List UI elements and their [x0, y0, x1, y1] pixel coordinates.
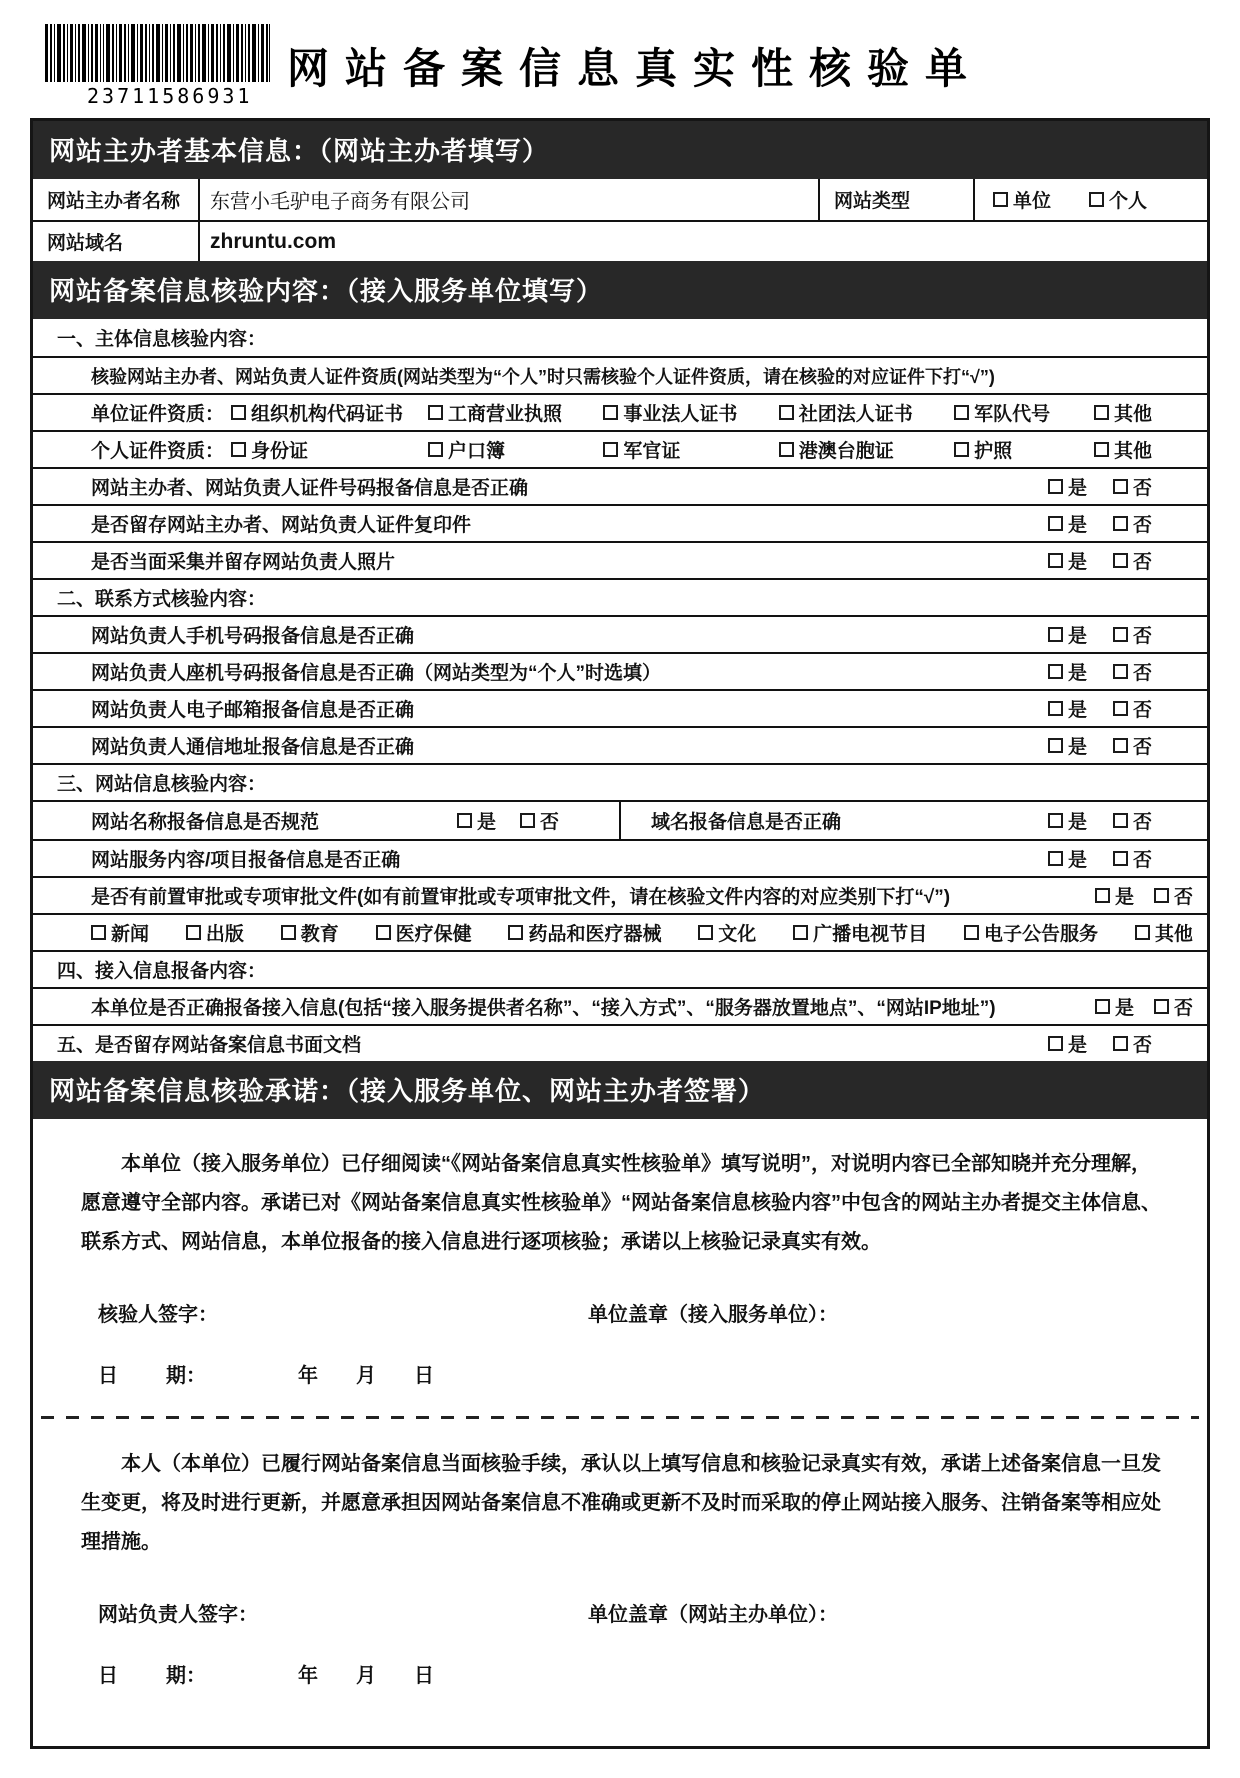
approval-categories-row: [33, 913, 1207, 950]
personal-cert-option[interactable]: [1094, 436, 1152, 463]
owner-stamp-label: 单位盖章（网站主办单位）：: [588, 1604, 838, 1626]
unit-cert-option[interactable]: [428, 399, 603, 426]
yes-label: 是: [1067, 737, 1087, 758]
yes-label: 是: [1114, 998, 1134, 1019]
checkbox-icon[interactable]: [457, 813, 472, 828]
question-text: 网站主办者、网站负责人证件号码报备信息是否正确: [91, 478, 529, 499]
owner-name-label: 网站主办者名称: [47, 191, 181, 212]
barcode-number: 23711586931: [87, 84, 253, 108]
no-label: 否: [539, 812, 559, 833]
no-option[interactable]: [1113, 695, 1152, 722]
option-label: 户口簿: [448, 441, 506, 462]
unit-cert-option[interactable]: [779, 399, 954, 426]
approval-category-option[interactable]: [186, 919, 244, 946]
approval-category-option[interactable]: [281, 919, 339, 946]
section-header-commitment: 网站备案信息核验承诺：（接入服务单位、网站主办者签署）: [33, 1061, 1207, 1119]
checkbox-icon[interactable]: [1048, 553, 1063, 568]
checkbox-icon[interactable]: [281, 925, 296, 940]
checkbox-icon[interactable]: [1095, 999, 1110, 1014]
checkbox-icon[interactable]: [954, 405, 969, 420]
yes-no-group: [1048, 547, 1152, 574]
form-sheet: [30, 118, 1210, 1749]
no-label: 否: [1132, 1035, 1152, 1056]
checkbox-icon[interactable]: [779, 442, 794, 457]
option-label: 新闻: [111, 924, 150, 945]
yes-no-group: [1048, 807, 1152, 834]
type-option-unit-label: 单位: [1013, 191, 1052, 212]
yes-option[interactable]: [1048, 1030, 1087, 1057]
yes-label: 是: [1067, 478, 1087, 499]
checkbox-icon[interactable]: [1094, 442, 1109, 457]
checkbox-icon[interactable]: [1113, 664, 1128, 679]
yes-label: 是: [476, 812, 496, 833]
option-label: 出版: [205, 924, 244, 945]
personal-cert-row: [33, 430, 1207, 467]
checkbox-icon[interactable]: [1113, 627, 1128, 642]
no-label: 否: [1173, 998, 1193, 1019]
checkbox-icon[interactable]: [428, 442, 443, 457]
yes-label: 是: [1067, 552, 1087, 573]
option-label: 其他: [1114, 404, 1153, 425]
isp-signature-row: [98, 1298, 1207, 1327]
no-label: 否: [1132, 552, 1152, 573]
part5-title: 五、是否留存网站备案信息书面文档: [57, 1035, 362, 1056]
personal-cert-option[interactable]: [603, 436, 778, 463]
checkbox-icon[interactable]: [231, 442, 246, 457]
option-label: 广播电视节目: [813, 924, 928, 945]
yes-option[interactable]: [1048, 695, 1087, 722]
option-label: 其他: [1114, 441, 1153, 462]
option-label: 事业法人证书: [623, 404, 738, 425]
no-label: 否: [1132, 515, 1152, 536]
checkbox-icon[interactable]: [1113, 1036, 1128, 1051]
landline-row: [33, 652, 1207, 689]
no-option[interactable]: [1113, 732, 1152, 759]
checkbox-icon[interactable]: [698, 925, 713, 940]
question-text: 网站负责人座机号码报备信息是否正确（网站类型为“个人”时选填）: [91, 663, 662, 684]
no-option[interactable]: [520, 807, 559, 834]
checkbox-icon[interactable]: [1089, 192, 1104, 207]
checkbox-icon[interactable]: [1048, 1036, 1063, 1051]
commitment-paragraph-isp: 本单位（接入服务单位）已仔细阅读“《网站备案信息真实性核验单》填写说明”，对说明内容已全部知晓并充分理解，愿意遵守全部内容。承诺已对《网站备案信息真实性核验单》“网站备案信息核验内容”中包含的网站主办者提交主体信息、联系方式、网站信息，本单位报备的接入信息进行逐项核验；承诺以上核验记录真实有效。: [81, 1153, 1161, 1253]
yes-no-group: [1048, 1030, 1152, 1057]
question-text: 网站负责人电子邮箱报备信息是否正确: [91, 700, 415, 721]
verify-table: [33, 319, 1207, 1061]
owner-date-row: [98, 1659, 1207, 1688]
checkbox-icon[interactable]: [231, 405, 246, 420]
yes-option[interactable]: [1048, 732, 1087, 759]
day-label: 日: [414, 1665, 434, 1687]
email-row: [33, 689, 1207, 726]
checkbox-icon[interactable]: [428, 405, 443, 420]
section-header-owner-info: 网站主办者基本信息：（网站主办者填写）: [33, 121, 1207, 179]
question-text: 是否有前置审批或专项审批文件(如有前置审批或专项审批文件，请在核验文件内容的对应类别下打“√”): [91, 887, 951, 908]
isp-date-row: [98, 1359, 1207, 1388]
checkbox-icon[interactable]: [1113, 701, 1128, 716]
site-name-cell: [33, 802, 621, 839]
option-label: 药品和医疗器械: [528, 924, 662, 945]
yes-label: 是: [1067, 1035, 1087, 1056]
cert-number-row: [33, 467, 1207, 504]
yes-no-group: [457, 807, 559, 834]
approval-category-option[interactable]: [793, 919, 927, 946]
option-label: 教育: [300, 924, 339, 945]
unit-cert-option[interactable]: [954, 399, 1094, 426]
option-label: 身份证: [251, 441, 309, 462]
personal-cert-option[interactable]: [779, 436, 954, 463]
yes-no-group: [1048, 658, 1152, 685]
no-label: 否: [1132, 663, 1152, 684]
question-text: 本单位是否正确报备接入信息(包括“接入服务提供者名称”、“接入方式”、“服务器放置地点”、“网站IP地址”): [91, 998, 996, 1019]
no-label: 否: [1132, 812, 1152, 833]
no-label: 否: [1173, 887, 1193, 908]
approval-category-option[interactable]: [964, 919, 1098, 946]
barcode-image: [45, 24, 270, 82]
checkbox-icon[interactable]: [1154, 999, 1169, 1014]
no-option[interactable]: [1113, 807, 1152, 834]
owner-name-value: 东营小毛驴电子商务有限公司: [198, 179, 818, 220]
checkbox-icon[interactable]: [964, 925, 979, 940]
approval-category-option[interactable]: [508, 919, 661, 946]
personal-cert-option[interactable]: [231, 436, 428, 463]
yes-label: 是: [1067, 515, 1087, 536]
month-label: 月: [356, 1665, 376, 1687]
date-label2: 期：: [166, 1665, 206, 1687]
question-text: 是否当面采集并留存网站负责人照片: [91, 552, 396, 573]
checkbox-icon[interactable]: [91, 925, 106, 940]
responsible-sign-label: 网站负责人签字：: [98, 1604, 258, 1626]
option-label: 工商营业执照: [448, 404, 563, 425]
question-text: 域名报备信息是否正确: [651, 812, 842, 833]
checkbox-icon[interactable]: [993, 192, 1008, 207]
yes-no-group: [1095, 993, 1193, 1020]
checkbox-icon[interactable]: [793, 925, 808, 940]
checkbox-icon[interactable]: [520, 813, 535, 828]
yes-option[interactable]: [1048, 473, 1087, 500]
day-label: 日: [414, 1365, 434, 1387]
yes-option[interactable]: [1048, 658, 1087, 685]
service-content-row: [33, 839, 1207, 876]
type-option-personal[interactable]: [1089, 186, 1147, 213]
unit-cert-row: [33, 393, 1207, 430]
checkbox-icon[interactable]: [1113, 813, 1128, 828]
cert-copies-row: [33, 504, 1207, 541]
site-type-options: [973, 179, 1207, 220]
commitment-section: [33, 1145, 1207, 1746]
yes-option[interactable]: [1048, 621, 1087, 648]
checkbox-icon[interactable]: [1048, 516, 1063, 531]
domain-label: 网站域名: [33, 220, 198, 261]
yes-label: 是: [1067, 626, 1087, 647]
yes-no-group: [1048, 695, 1152, 722]
part1-title: 一、主体信息核验内容：: [57, 329, 267, 350]
yes-label: 是: [1067, 850, 1087, 871]
no-label: 否: [1132, 478, 1152, 499]
yes-label: 是: [1114, 887, 1134, 908]
checkbox-icon[interactable]: [603, 442, 618, 457]
option-label: 护照: [974, 441, 1013, 462]
option-label: 社团法人证书: [798, 404, 913, 425]
no-option[interactable]: [1113, 547, 1152, 574]
photo-row: [33, 541, 1207, 578]
checkbox-icon[interactable]: [1113, 553, 1128, 568]
question-text: 网站负责人手机号码报备信息是否正确: [91, 626, 415, 647]
checkbox-icon[interactable]: [1048, 627, 1063, 642]
checkbox-icon[interactable]: [1048, 479, 1063, 494]
cert-note-row: [33, 356, 1207, 393]
part2-title: 二、联系方式核验内容：: [57, 589, 267, 610]
checkbox-icon[interactable]: [779, 405, 794, 420]
question-text: 网站负责人通信地址报备信息是否正确: [91, 737, 415, 758]
question-text: 网站名称报备信息是否规范: [91, 812, 320, 833]
document-header: [45, 24, 1210, 108]
part5-row: [33, 1024, 1207, 1061]
checkbox-icon[interactable]: [376, 925, 391, 940]
no-label: 否: [1132, 626, 1152, 647]
checkbox-icon[interactable]: [1113, 516, 1128, 531]
option-label: 军队代号: [974, 404, 1051, 425]
owner-signature-row: [98, 1598, 1207, 1627]
yes-no-group: [1048, 732, 1152, 759]
checkbox-icon[interactable]: [1094, 405, 1109, 420]
part3-title: 三、网站信息核验内容：: [57, 774, 267, 795]
approval-category-option[interactable]: [376, 919, 472, 946]
mobile-row: [33, 615, 1207, 652]
access-info-row: [33, 987, 1207, 1024]
checkbox-icon[interactable]: [1095, 888, 1110, 903]
site-name-domain-row: [33, 800, 1207, 839]
address-row: [33, 726, 1207, 763]
date-label: 日: [98, 1365, 118, 1387]
unit-cert-label: 单位证件资质：: [91, 404, 225, 425]
barcode-block: [45, 24, 273, 108]
checkbox-icon[interactable]: [1113, 851, 1128, 866]
yes-option[interactable]: [1048, 845, 1087, 872]
no-label: 否: [1132, 700, 1152, 721]
no-option[interactable]: [1113, 845, 1152, 872]
yes-no-group: [1048, 510, 1152, 537]
yes-option[interactable]: [1095, 993, 1134, 1020]
checkbox-icon[interactable]: [1154, 888, 1169, 903]
verifier-sign-label: 核验人签字：: [98, 1304, 218, 1326]
yes-option[interactable]: [457, 807, 496, 834]
no-option[interactable]: [1113, 621, 1152, 648]
personal-cert-label: 个人证件资质：: [91, 441, 225, 462]
owner-info-table: [33, 179, 1207, 261]
question-text: 是否留存网站主办者、网站负责人证件复印件: [91, 515, 472, 536]
option-label: 港澳台胞证: [798, 441, 894, 462]
no-option[interactable]: [1113, 473, 1152, 500]
year-label: 年: [298, 1665, 318, 1687]
option-label: 其他: [1154, 924, 1193, 945]
section-header-verify: 网站备案信息核验内容：（接入服务单位填写）: [33, 261, 1207, 319]
part4-title: 四、接入信息报备内容：: [57, 961, 267, 982]
unit-cert-option[interactable]: [231, 399, 428, 426]
commitment-paragraph-owner: 本人（本单位）已履行网站备案信息当面核验手续，承认以上填写信息和核验记录真实有效，承诺上述备案信息一旦发生变更，将及时进行更新，并愿意承担因网站备案信息不准确或更新不及时而采取的停止网站接入服务、注销备案等相应处理措施。: [81, 1453, 1161, 1553]
checkbox-icon[interactable]: [1048, 851, 1063, 866]
checkbox-icon[interactable]: [954, 442, 969, 457]
checkbox-icon[interactable]: [1048, 813, 1063, 828]
checkbox-icon[interactable]: [186, 925, 201, 940]
isp-stamp-label: 单位盖章（接入服务单位）：: [588, 1304, 838, 1326]
document-title: 网站备案信息真实性核验单: [287, 45, 984, 92]
checkbox-icon[interactable]: [603, 405, 618, 420]
checkbox-icon[interactable]: [1048, 664, 1063, 679]
option-label: 电子公告服务: [984, 924, 1099, 945]
part4-title-row: [33, 950, 1207, 987]
checkbox-icon[interactable]: [1048, 701, 1063, 716]
no-option[interactable]: [1113, 510, 1152, 537]
year-label: 年: [298, 1365, 318, 1387]
yes-label: 是: [1067, 663, 1087, 684]
checkbox-icon[interactable]: [1135, 925, 1150, 940]
cert-note: 核验网站主办者、网站负责人证件资质(网站类型为“个人”时只需核验个人证件资质，请在核验的对应证件下打“√”): [91, 366, 995, 387]
date-label: 日: [98, 1665, 118, 1687]
unit-cert-option[interactable]: [1094, 399, 1152, 426]
yes-label: 是: [1067, 700, 1087, 721]
yes-option[interactable]: [1048, 547, 1087, 574]
checkbox-icon[interactable]: [1113, 738, 1128, 753]
option-label: 文化: [718, 924, 757, 945]
no-option[interactable]: [1154, 993, 1193, 1020]
month-label: 月: [356, 1365, 376, 1387]
question-text: 网站服务内容/项目报备信息是否正确: [91, 850, 401, 871]
no-option[interactable]: [1154, 882, 1193, 909]
no-option[interactable]: [1113, 658, 1152, 685]
yes-label: 是: [1067, 812, 1087, 833]
option-label: 军官证: [623, 441, 681, 462]
yes-no-group: [1095, 882, 1193, 909]
option-label: 医疗保健: [395, 924, 472, 945]
no-label: 否: [1132, 737, 1152, 758]
checkbox-icon[interactable]: [1048, 738, 1063, 753]
type-option-personal-label: 个人: [1109, 191, 1148, 212]
page: [0, 24, 1240, 1778]
unit-cert-option[interactable]: [603, 399, 778, 426]
domain-value: zhruntu.com: [198, 220, 1207, 261]
part3-title-row: [33, 763, 1207, 800]
no-option[interactable]: [1113, 1030, 1152, 1057]
personal-cert-option[interactable]: [954, 436, 1094, 463]
dashed-divider: [41, 1416, 1199, 1419]
date-label2: 期：: [166, 1365, 206, 1387]
site-type-label: 网站类型: [818, 179, 973, 220]
yes-option[interactable]: [1048, 807, 1087, 834]
approval-category-option[interactable]: [1135, 919, 1193, 946]
checkbox-icon[interactable]: [508, 925, 523, 940]
personal-cert-option[interactable]: [428, 436, 603, 463]
checkbox-icon[interactable]: [1113, 479, 1128, 494]
option-label: 组织机构代码证书: [251, 404, 404, 425]
type-option-unit[interactable]: [993, 186, 1051, 213]
no-label: 否: [1132, 850, 1152, 871]
approval-category-option[interactable]: [698, 919, 756, 946]
domain-correct-cell: [621, 802, 1207, 839]
yes-no-group: [1048, 845, 1152, 872]
yes-no-group: [1048, 473, 1152, 500]
yes-no-group: [1048, 621, 1152, 648]
yes-option[interactable]: [1095, 882, 1134, 909]
part1-title-row: [33, 319, 1207, 356]
preapproval-row: [33, 876, 1207, 913]
yes-option[interactable]: [1048, 510, 1087, 537]
part2-title-row: [33, 578, 1207, 615]
approval-category-option[interactable]: [91, 919, 149, 946]
